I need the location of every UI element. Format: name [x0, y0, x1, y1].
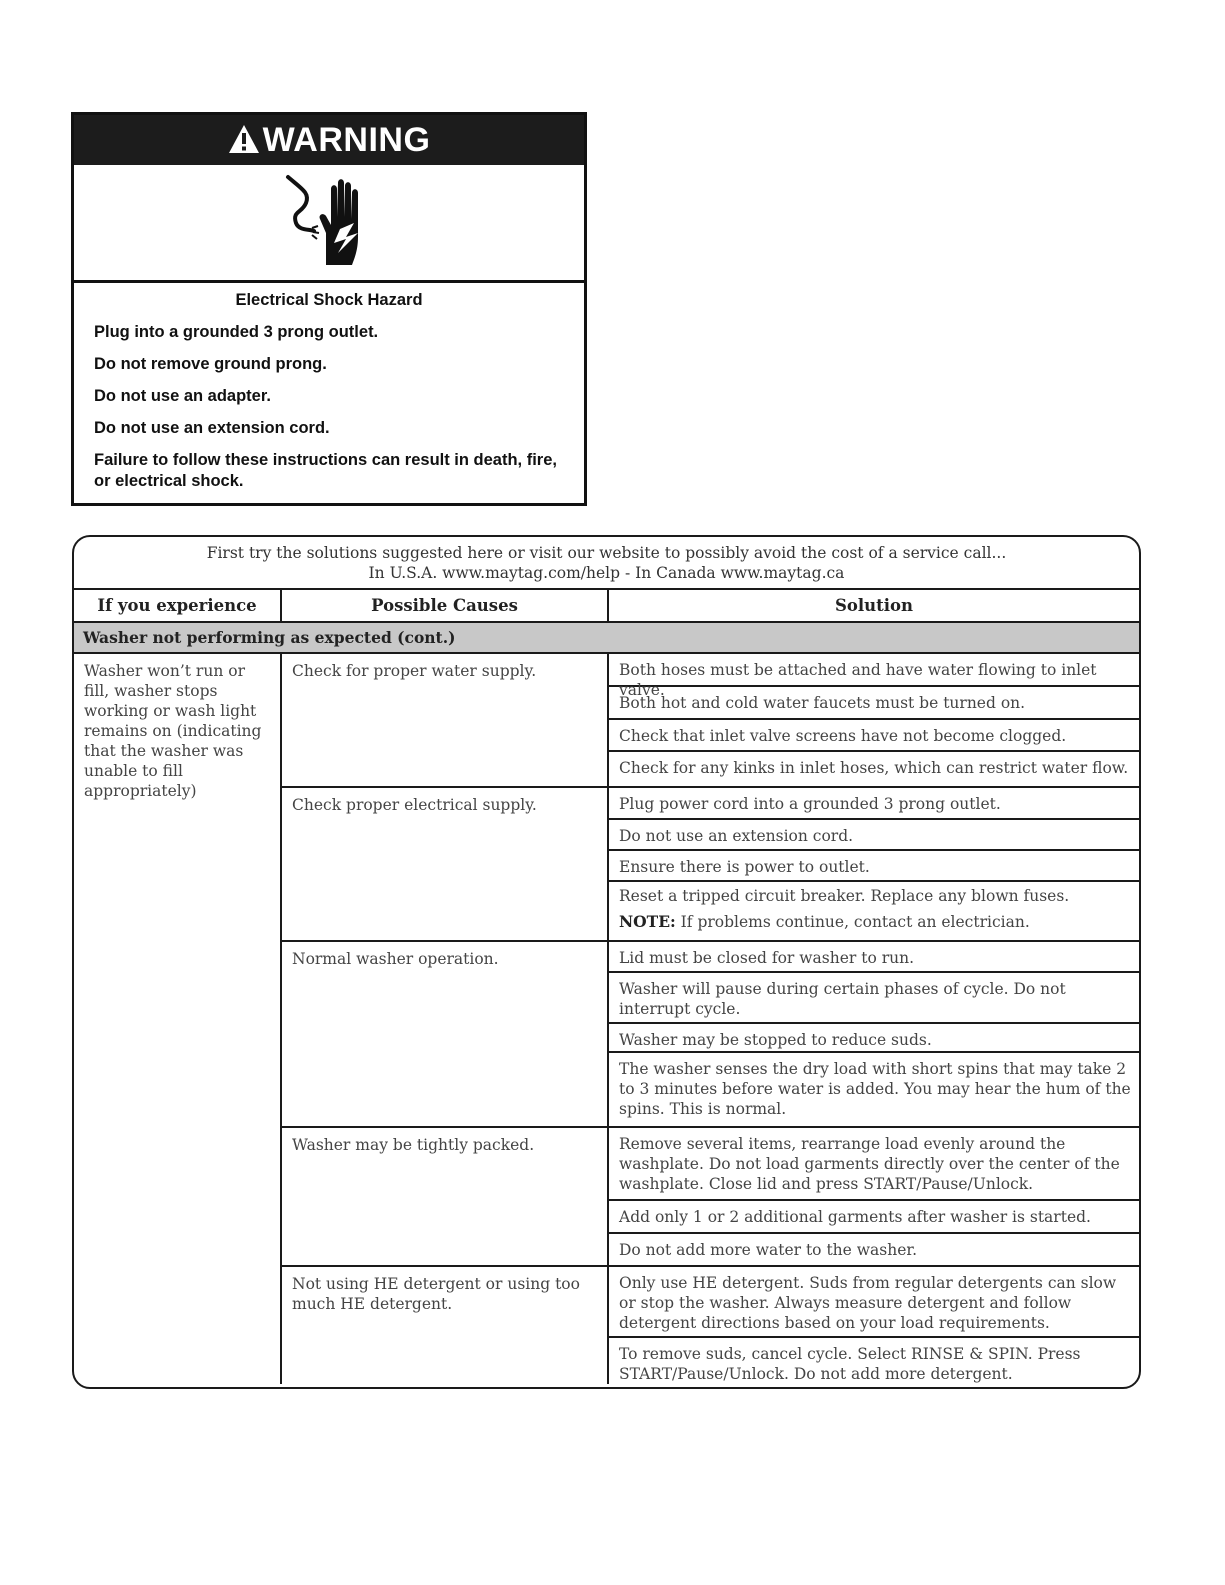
solution-cell: Check for any kinks in inlet hoses, which can restrict water flow.	[619, 758, 1129, 777]
warning-line: Do not remove ground prong.	[94, 355, 327, 373]
solution-list	[609, 942, 1139, 1126]
intro-line: First try the solutions suggested here or visit our website to possibly avoid the cost of a service call...	[206, 544, 1007, 562]
cause-group	[282, 1267, 1139, 1384]
cause-cell: Check for proper water supply.	[282, 654, 609, 786]
solution-list	[609, 1128, 1139, 1265]
solution-cell: Check that inlet valve screens have not become clogged.	[609, 720, 1139, 751]
cause-cell: Check proper electrical supply.	[282, 788, 609, 940]
cause-groups	[282, 654, 1139, 1384]
warning-triangle-icon	[228, 124, 260, 154]
solution-cell: Add only 1 or 2 additional garments after washer is started.	[609, 1201, 1139, 1234]
cause-group	[282, 1128, 1139, 1267]
solution-list	[609, 1267, 1139, 1384]
solution-cell: Do not use an extension cord.	[609, 820, 1139, 851]
solution-cell: Ensure there is power to outlet.	[609, 851, 1139, 882]
warning-line: Failure to follow these instructions can result in death, fire, or electrical shock.	[94, 451, 557, 490]
experience-cell: Washer won’t run or fill, washer stops working or wash light remains on (indicating that the washer was unable to fill appropriately)	[74, 654, 282, 1384]
solution-cell: The washer senses the dry load with short spins that may take 2 to 3 minutes before water is added. You may hear the hum of the spins. This is normal.	[619, 1060, 1131, 1118]
solution-cell: Both hoses must be attached and have water flowing to inlet valve.	[609, 654, 1139, 687]
cause-cell: Not using HE detergent or using too much HE detergent.	[282, 1267, 609, 1384]
troubleshooting-table	[72, 535, 1141, 1389]
note-label: NOTE:	[619, 912, 676, 931]
solution-list	[609, 788, 1139, 940]
cause-group	[282, 942, 1139, 1128]
table-header-row	[74, 590, 1139, 623]
solution-note	[619, 909, 1131, 935]
solution-cell: Do not add more water to the washer.	[619, 1241, 918, 1259]
column-header-causes: Possible Causes	[282, 590, 609, 621]
solution-cell: Lid must be closed for washer to run.	[609, 942, 1139, 973]
solution-cell: Plug power cord into a grounded 3 prong outlet.	[609, 788, 1139, 820]
warning-box	[71, 112, 587, 506]
cause-cell: Washer may be tightly packed.	[282, 1128, 609, 1265]
solution-cell: Only use HE detergent. Suds from regular detergents can slow or stop the washer. Always measure detergent and follow detergent directions based on your load requirements.	[609, 1267, 1139, 1338]
warning-header	[74, 115, 584, 165]
column-header-experience: If you experience	[74, 590, 282, 621]
column-header-solution: Solution	[834, 596, 914, 615]
cause-group	[282, 788, 1139, 942]
cause-cell: Normal washer operation.	[282, 942, 609, 1126]
solution-cell: To remove suds, cancel cycle. Select RINSE & SPIN. Press START/Pause/Unlock. Do not add more detergent.	[619, 1345, 1081, 1383]
warning-line: Do not use an adapter.	[94, 387, 271, 405]
cause-group	[282, 654, 1139, 788]
solution-list	[609, 654, 1139, 786]
solution-cell: Remove several items, rearrange load evenly around the washplate. Do not load garments directly over the center of the washplate. Close lid and press START/Pause/Unlock.	[609, 1128, 1139, 1201]
intro-website-line: In U.S.A. www.maytag.com/help - In Canada www.maytag.ca	[368, 564, 845, 582]
warning-line: Do not use an extension cord.	[94, 419, 330, 437]
section-heading: Washer not performing as expected (cont.)	[74, 623, 1139, 654]
solution-cell	[609, 882, 1139, 940]
table-body	[74, 654, 1139, 1384]
hazard-title: Electrical Shock Hazard	[235, 291, 423, 309]
warning-line: Plug into a grounded 3 prong outlet.	[94, 323, 379, 341]
solution-cell: Washer may be stopped to reduce suds.	[609, 1024, 1139, 1053]
solution-cell: Washer will pause during certain phases of cycle. Do not interrupt cycle.	[609, 973, 1139, 1024]
solution-cell: Both hot and cold water faucets must be turned on.	[609, 687, 1139, 720]
table-intro	[74, 537, 1139, 590]
note-text: If problems continue, contact an electrician.	[675, 913, 1030, 931]
warning-title: WARNING	[262, 120, 431, 159]
warning-pictogram	[74, 165, 584, 283]
electrical-shock-hand-icon	[274, 171, 384, 275]
solution-text: Reset a tripped circuit breaker. Replace any blown fuses.	[619, 887, 1070, 905]
